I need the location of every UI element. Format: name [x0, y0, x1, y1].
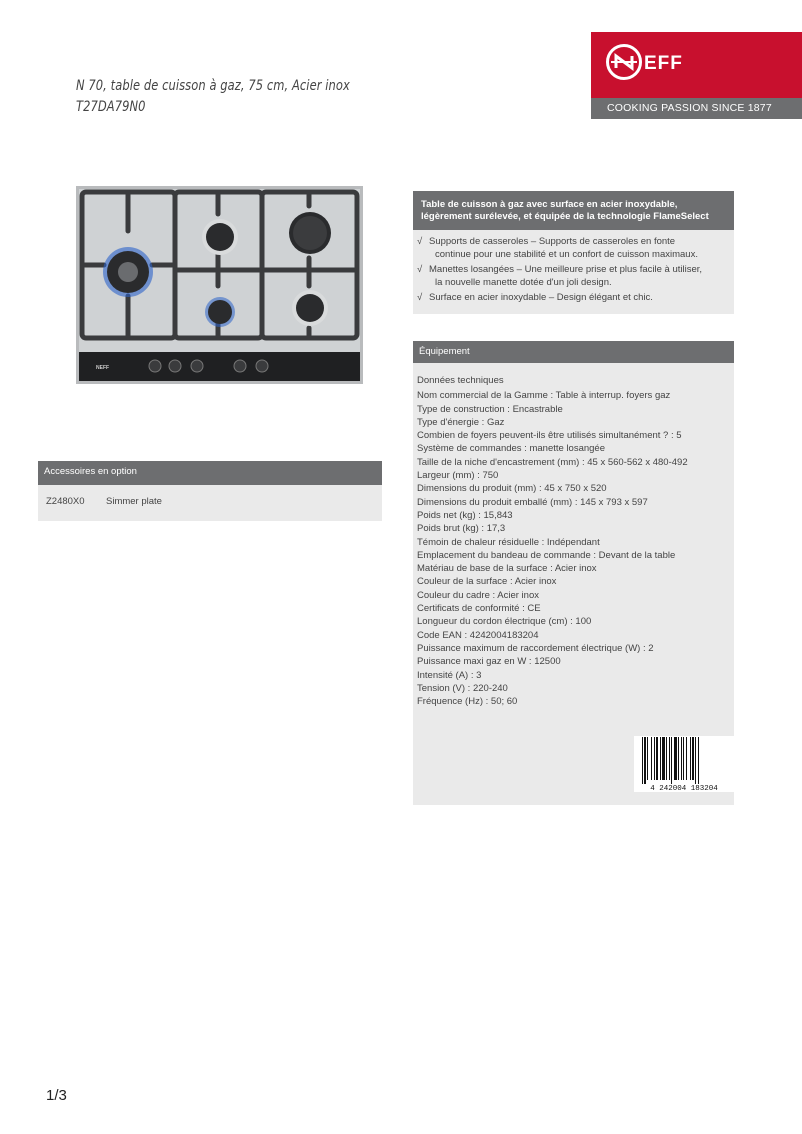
- barcode-bar: [662, 737, 665, 780]
- features-heading-line2: légèrement surélevée, et équipée de la technologie FlameSelect: [421, 211, 709, 222]
- barcode-bar: [666, 737, 667, 780]
- product-title-line1: N 70, table de cuisson à gaz, 75 cm, Acier inox: [76, 78, 350, 94]
- spec-row: Témoin de chaleur résiduelle : Indépendant: [417, 536, 600, 548]
- spec-row: Certificats de conformité : CE: [417, 603, 541, 615]
- product-model: T27DA79N0: [76, 99, 146, 115]
- spec-row: Code EAN : 4242004183204: [417, 629, 539, 641]
- spec-row: Fréquence (Hz) : 50; 60: [417, 696, 518, 708]
- specs-section-title: Données techniques: [417, 375, 504, 386]
- spec-row: Type d'énergie : Gaz: [417, 416, 505, 428]
- check-icon: √: [417, 292, 423, 303]
- spec-row: Combien de foyers peuvent-ils être utilisés simultanément ? : 5: [417, 430, 682, 442]
- feature-text: Supports de casseroles – Supports de casseroles en fonte: [429, 236, 676, 247]
- spec-row: Couleur de la surface : Acier inox: [417, 576, 557, 588]
- feature-text: continue pour une stabilité et un confort de cuisson maximaux.: [435, 249, 698, 260]
- product-image: [76, 186, 363, 384]
- feature-item: [417, 235, 724, 261]
- feature-text: Surface en acier inoxydable – Design élégant et chic.: [429, 292, 653, 303]
- spec-row: Tension (V) : 220-240: [417, 682, 508, 694]
- feature-item: [417, 291, 724, 304]
- barcode-bar: [654, 737, 655, 780]
- barcode: [634, 736, 734, 792]
- barcode-bar: [678, 737, 679, 780]
- barcode-bar: [683, 737, 684, 780]
- spec-row: Taille de la niche d'encastrement (mm) : 45 x 560-562 x 480-492: [417, 456, 688, 468]
- barcode-bar: [669, 737, 670, 780]
- product-brand-mark: NEFF: [96, 365, 110, 371]
- barcode-bar: [686, 737, 687, 780]
- brand-tagline: COOKING PASSION SINCE 1877: [591, 98, 802, 119]
- page-number: 1/3: [46, 1087, 67, 1104]
- barcode-bar: [695, 737, 696, 784]
- barcode-bar: [681, 737, 682, 780]
- spec-row: Puissance maximum de raccordement électrique (W) : 2: [417, 642, 654, 654]
- accessories-list: [38, 485, 382, 521]
- features-heading: [413, 191, 734, 230]
- spec-row: Couleur du cadre : Acier inox: [417, 589, 539, 601]
- spec-row: Poids net (kg) : 15,843: [417, 509, 513, 521]
- barcode-bar: [642, 737, 643, 784]
- barcode-bar: [671, 737, 672, 784]
- check-icon: √: [417, 236, 423, 247]
- spec-row: Dimensions du produit (mm) : 45 x 750 x 520: [417, 483, 607, 495]
- barcode-bar: [690, 737, 691, 780]
- spec-row: Nom commercial de la Gamme : Table à interrup. foyers gaz: [417, 390, 671, 402]
- accessory-code: Z2480X0: [46, 496, 85, 507]
- brand-logo-text: EFF: [644, 53, 683, 74]
- spec-row: Largeur (mm) : 750: [417, 470, 499, 482]
- product-title: [76, 76, 371, 118]
- barcode-bar: [647, 737, 648, 780]
- equipment-heading: Équipement: [413, 341, 734, 363]
- spec-row: Longueur du cordon électrique (cm) : 100: [417, 616, 592, 628]
- spec-row: Puissance maxi gaz en W : 12500: [417, 656, 561, 668]
- feature-text: Manettes losangées – Une meilleure prise et plus facile à utiliser,: [429, 264, 703, 275]
- barcode-bar: [656, 737, 658, 780]
- spec-row: Matériau de base de la surface : Acier inox: [417, 563, 597, 575]
- spec-list: [417, 389, 734, 708]
- spec-row: Poids brut (kg) : 17,3: [417, 523, 506, 535]
- spec-row: Emplacement du bandeau de commande : Devant de la table: [417, 549, 676, 561]
- feature-item: [417, 263, 724, 289]
- spec-row: Dimensions du produit emballé (mm) : 145 x 793 x 597: [417, 496, 648, 508]
- features-list: [413, 230, 734, 314]
- accessory-name[interactable]: Simmer plate: [106, 496, 162, 507]
- spec-row: Intensité (A) : 3: [417, 669, 482, 681]
- check-icon: √: [417, 264, 423, 275]
- accessories-heading: Accessoires en option: [38, 461, 382, 485]
- neff-logo-icon: [606, 44, 642, 80]
- barcode-bar: [698, 737, 699, 784]
- spec-row: Système de commandes : manette losangée: [417, 443, 605, 455]
- spec-row: Type de construction : Encastrable: [417, 403, 563, 415]
- feature-text: la nouvelle manette dotée d'un joli design.: [435, 277, 612, 288]
- barcode-bar: [692, 737, 694, 780]
- barcode-bar: [660, 737, 661, 780]
- barcode-digits: 4 242004 183204: [650, 785, 718, 792]
- features-heading-line1: Table de cuisson à gaz avec surface en acier inoxydable,: [421, 199, 678, 210]
- barcode-bar: [644, 737, 646, 784]
- barcode-bar: [674, 737, 677, 780]
- barcode-bar: [651, 737, 652, 780]
